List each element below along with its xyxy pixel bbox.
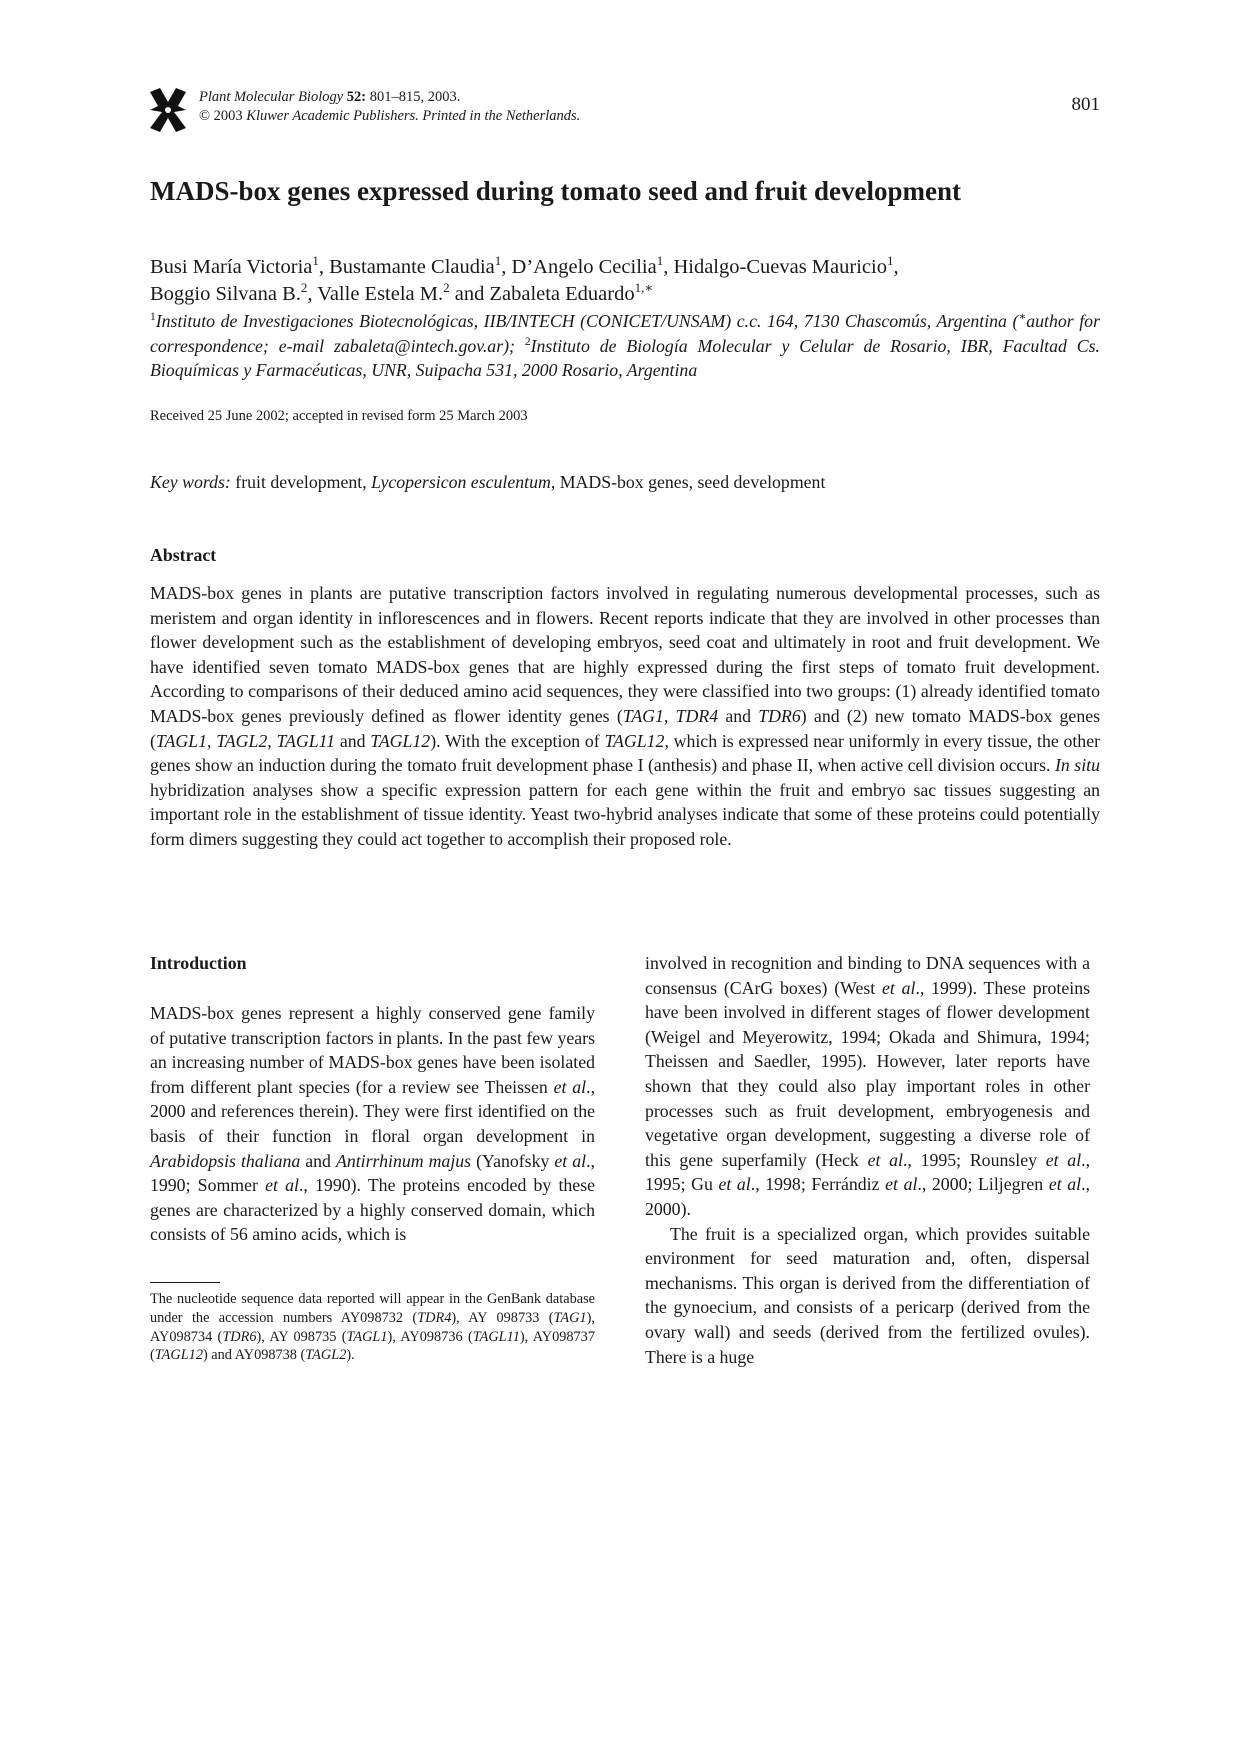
intro-paragraph [150, 1001, 595, 1247]
correspondence-marker: ∗ [1018, 311, 1027, 323]
abstract-body [150, 581, 1100, 852]
intro-paragraph: The fruit is a specialized organ, which provides suitable environment for seed maturation and, often, dispersal mechanisms. This organ is derived from the differentiation of the gynoecium, and consists of a pericarp (derived from the ovary wall) and seeds (derived from the fertilized ovules). There is a huge [645, 1223, 1090, 1367]
author-name: Boggio Silvana B. [150, 283, 301, 305]
paper-title: MADS-box genes expressed during tomato seed and fruit development [150, 176, 961, 206]
journal-pages-year: 801–815, 2003. [366, 89, 461, 105]
citation-etal: et al [882, 977, 916, 998]
gene-name: TAGL1 [346, 1328, 388, 1345]
footnote-text: ), AY098736 ( [387, 1328, 473, 1345]
affiliation-marker: 1 [494, 253, 502, 268]
gene-name: TAGL12 [370, 730, 431, 751]
abstract-text: hybridization analyses show a specific expression pattern for each gene within the fruit and embryo sac tissues suggesting an important role in the establishment of tissue identity. Yeast two-hybrid analyses indicate that some of these proteins could potentially form dimers suggesting they could act together to accomplish their proposed role. [150, 779, 1100, 849]
footnote [150, 1290, 595, 1365]
affiliation-marker: 2 [443, 280, 450, 295]
citation-etal: et al [553, 1076, 587, 1097]
body-text: ., 1995; Gu [645, 1149, 1091, 1195]
abstract-text: MADS-box genes in plants are putative transcription factors involved in regulating numerous developmental processes, such as meristem and organ identity in inflorescences and in flowers. Recent reports indicate that they are involved in other processes than flower development such as the establishment of developing embryos, seed coat and ultimately in root and fruit development. We have identified seven tomato MADS-box genes that are highly expressed during the first steps of tomato fruit development. According to comparisons of their deduced amino acid sequences, they were classified into two groups: (1) already identified tomato MADS-box genes previously defined as flower identity genes ( [150, 583, 1100, 726]
affiliations [150, 309, 1100, 383]
citation-etal: et al [867, 1149, 903, 1170]
intro-paragraph [645, 951, 1090, 1222]
author-name: , Hidalgo-Cuevas Mauricio [663, 256, 887, 278]
body-text: ., 2000; Liljegren [917, 1174, 1049, 1195]
body-text: (Yanofsky [471, 1150, 555, 1171]
affiliation-marker: 1 [886, 253, 894, 268]
correspondence-text: author for correspondence; e-mail zabaleta@intech.gov.ar); [150, 311, 1100, 356]
footnote-text: ), AY098737 ( [150, 1328, 595, 1364]
received-dates: Received 25 June 2002; accepted in revised form 25 March 2003 [150, 408, 528, 424]
keyword-text: , MADS-box genes, seed development [550, 472, 826, 492]
citation-etal: et al [1045, 1149, 1082, 1170]
footnote-text: ), AY 098733 ( [451, 1309, 554, 1326]
gene-name: TAGL2 [305, 1347, 347, 1364]
citation-etal: et al [265, 1175, 299, 1196]
separator: , [893, 256, 899, 278]
keywords-label: Key words: [150, 472, 231, 492]
abstract-text: , which is expressed near uniformly in every tissue, the other genes show an induction during the tomato fruit development phase I (anthesis) and phase II, when active cell division occurs. [150, 730, 1101, 776]
body-text: ., 1998; Ferrándiz [750, 1174, 886, 1195]
body-text: and [300, 1150, 336, 1171]
body-text: ., 2000 and references therein). They were first identified on the basis of their function in floral organ development in [150, 1076, 596, 1146]
gene-name: TAGL12 [154, 1347, 203, 1364]
publisher-name: Kluwer Academic Publishers. [246, 108, 419, 124]
citation-etal: et al [885, 1174, 918, 1195]
gene-name: TAGL1 [155, 730, 207, 751]
abstract-text: ) and (2) new tomato MADS-box genes ( [150, 705, 1101, 751]
term-in-situ: In situ [1054, 755, 1100, 776]
abstract-text: and [335, 730, 371, 751]
footnote-text: ). [346, 1347, 355, 1364]
affiliation-text: Instituto de Biología Molecular y Celular de Rosario, IBR, Facultad Cs. Bioquímicas y Farmacéuticas, UNR, Suipacha 531, 2000 Rosario, Argentina [150, 335, 1100, 380]
author-list [150, 254, 1100, 308]
citation-etal: et al [1048, 1174, 1082, 1195]
affiliation-marker: 1 [150, 311, 156, 323]
gene-name: TDR6 [758, 705, 801, 726]
author-name: , D’Angelo Cecilia [501, 256, 657, 278]
species-name: Antirrhinum majus [335, 1150, 472, 1171]
body-text: ., 2000). [645, 1174, 1090, 1219]
copyright-notice: © 2003 [199, 108, 247, 124]
body-text: MADS-box genes represent a highly conserved gene family of putative transcription factors in plants. In the past few years an increasing number of MADS-box genes have been isolated from different plant species (for a review see Theissen [150, 1003, 595, 1097]
keyword-text: fruit development, [230, 472, 372, 492]
author-name: , Bustamante Claudia [318, 256, 495, 278]
body-text: ., 1999). These proteins have been involved in different stages of flower development (Weigel and Meyerowitz, 1994; Okada and Shimura, 1994; Theissen and Saedler, 1995). However, later reports have shown that they could also play important roles in other processes such as fruit development, embryogenesis and vegetative organ development, suggesting a diverse role of this gene superfamily (Heck [645, 977, 1091, 1170]
affiliation-text: Instituto de Investigaciones Biotecnológicas, IIB/INTECH (CONICET/UNSAM) c.c. 164, 7130 Chascomús, Argentina ( [155, 311, 1019, 331]
affiliation-marker: 1 [312, 253, 319, 268]
journal-citation [199, 88, 580, 126]
affiliation-marker: 1,∗ [634, 280, 654, 295]
gene-name: TDR6 [222, 1328, 257, 1345]
abstract-text: , [206, 730, 217, 751]
body-text: involved in recognition and binding to DNA sequences with a consensus (CArG boxes) (West [645, 953, 1090, 998]
author-name: , Valle Estela M. [307, 283, 444, 305]
abstract-text: and [718, 705, 759, 726]
intro-left-column [150, 1001, 595, 1247]
body-text: ., 1990; Sommer [150, 1150, 595, 1196]
gene-name: TAGL11 [472, 1328, 520, 1345]
gene-name: TAG1 [553, 1309, 587, 1326]
printed-notice: Printed in the Netherlands. [418, 108, 581, 124]
author-name: Busi María Victoria [150, 256, 313, 278]
publisher-logo [150, 88, 186, 132]
affiliation-marker: 1 [656, 253, 664, 268]
page-number: 801 [1071, 94, 1100, 115]
abstract-text: ). With the exception of [430, 730, 605, 751]
gene-name: TAGL12 [604, 730, 665, 751]
body-text: ., 1990). The proteins encoded by these genes are characterized by a highly conserved domain, which consists of 56 amino acids, which is [150, 1175, 596, 1245]
keywords [150, 472, 825, 493]
gene-name: TAG1 [622, 705, 664, 726]
affiliation-marker: 2 [524, 335, 531, 348]
abstract-text: , [663, 705, 676, 726]
citation-etal: et al [718, 1174, 751, 1195]
footnote-text: ), AY 098735 ( [256, 1328, 347, 1345]
intro-right-column [645, 951, 1090, 1369]
footnote-text: The nucleotide sequence data reported will appear in the GenBank database under the accession numbers AY098732 ( [150, 1291, 595, 1326]
journal-volume: 52: [346, 89, 367, 105]
gene-name: TAGL11 [276, 730, 336, 751]
footnote-text: ), AY098734 ( [150, 1309, 595, 1345]
citation-etal: et al [554, 1150, 587, 1171]
gene-name: TAGL2 [216, 730, 268, 751]
abstract-heading: Abstract [150, 545, 217, 565]
author-name: and Zabaleta Eduardo [449, 283, 635, 305]
journal-name: Plant Molecular Biology [199, 89, 344, 105]
keyword-species: Lycopersicon esculentum [371, 472, 551, 492]
gene-name: TDR4 [675, 705, 719, 726]
introduction-heading: Introduction [150, 953, 247, 973]
footnote-rule [150, 1282, 220, 1283]
gene-name: TDR4 [417, 1309, 452, 1326]
running-header [150, 84, 1100, 134]
body-text: ., 1995; Rounsley [902, 1149, 1046, 1170]
abstract-text: , [267, 730, 277, 751]
footnote-text: ) and AY098738 ( [202, 1347, 306, 1364]
species-name: Arabidopsis thaliana [150, 1150, 301, 1171]
affiliation-marker: 2 [300, 280, 308, 295]
